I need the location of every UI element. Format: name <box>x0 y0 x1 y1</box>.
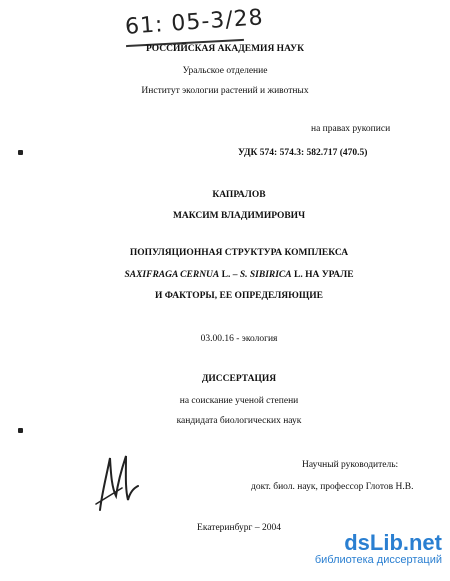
degree-purpose: на соискание ученой степени <box>179 396 299 406</box>
handwritten-signature <box>92 448 142 516</box>
punch-mark-bottom <box>18 428 23 433</box>
manuscript-rights: на правах рукописи <box>311 124 391 134</box>
academy-heading: РОССИЙСКАЯ АКАДЕМИЯ НАУК <box>146 44 304 54</box>
udc-code: УДК 574: 574.3: 582.717 (470.5) <box>238 148 368 158</box>
punch-mark-top <box>18 150 23 155</box>
watermark-ds: ds <box>344 530 370 555</box>
watermark-subtitle: библиотека диссертаций <box>314 554 442 566</box>
institute-line: Институт экологии растений и животных <box>141 86 309 96</box>
dslib-watermark[interactable] <box>315 530 442 566</box>
supervisor-name: докт. биол. наук, профессор Глотов Н.В. <box>251 482 414 492</box>
watermark-lib: Lib.net <box>369 530 442 555</box>
title-line-2 <box>14 270 450 280</box>
branch-line: Уральское отделение <box>182 66 268 76</box>
specialty-code: 03.00.16 - экология <box>200 334 278 344</box>
author-name: МАКСИМ ВЛАДИМИРОВИЧ <box>172 211 306 221</box>
title-line-2-mid: L. – <box>219 270 240 280</box>
title-line-3: И ФАКТОРЫ, ЕЕ ОПРЕДЕЛЯЮЩИЕ <box>154 291 324 301</box>
author-surname: КАПРАЛОВ <box>212 190 266 200</box>
watermark-logo <box>315 530 442 556</box>
city-year: Екатеринбург – 2004 <box>197 523 281 533</box>
work-type: ДИССЕРТАЦИЯ <box>201 374 277 384</box>
taxon-saxifraga-cernua: SAXIFRAGA CERNUA <box>124 270 220 280</box>
title-line-2-end: L. НА УРАЛЕ <box>291 270 354 280</box>
title-line-1: ПОПУЛЯЦИОННАЯ СТРУКТУРА КОМПЛЕКСА <box>129 248 349 258</box>
supervisor-label: Научный руководитель: <box>302 460 399 470</box>
taxon-s-sibirica: S. SIBIRICA <box>239 270 292 280</box>
handwritten-stamp: 61: 05-3/28 <box>124 5 265 40</box>
degree-name: кандидата биологических наук <box>176 416 302 426</box>
